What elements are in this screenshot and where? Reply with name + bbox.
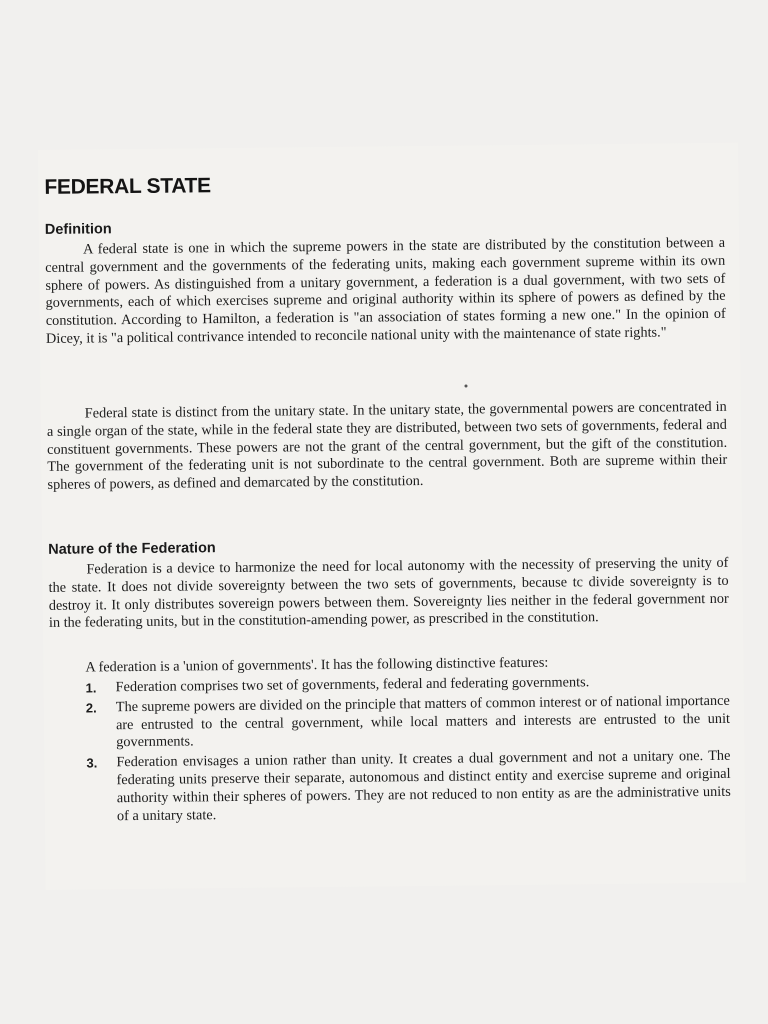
list-item-text: Federation comprises two set of governments, federal and federating governments. (115, 674, 590, 696)
section-heading-nature: Nature of the Federation (48, 540, 216, 558)
features-list (50, 673, 732, 828)
page-title: FEDERAL STATE (44, 174, 211, 199)
definition-paragraph-2: Federal state is distinct from the unitary state. In the unitary state, the governmental powers are concentrated in a single organ of the state, while in the federal state they are distributed, between two sets of governments, federal and constituent governments. These powers are not the grant of the central government, but the gift of the constitution. The government of the federating unit is not subordinate to the central government. Both are supreme within their spheres of powers, as defined and demarcated by the constitution. (46, 398, 728, 494)
print-speck (464, 385, 467, 388)
list-item-number: 3. (86, 755, 98, 771)
list-item-number: 2. (85, 700, 97, 716)
list-item (50, 693, 731, 754)
section-heading-definition: Definition (44, 221, 112, 238)
list-item (50, 748, 731, 826)
list-item-text: The supreme powers are divided on the principle that matters of common interest or of national importance are entrusted to the central government, while local matters and interests are entrusted to the unit governments. (115, 692, 731, 751)
nature-paragraph-2: A federation is a 'union of governments'. It has the following distinctive features: (85, 654, 549, 676)
definition-paragraph-1: A federal state is one in which the supreme powers in the state are distributed by the constitution between a central government and the governments of the federating units, making each government supreme within its own sphere of powers. As distinguished from a unitary government, a federation is a dual government, with two sets of governments, each of which exercises supreme and original authority within its sphere of powers as defined by the constitution. According to Hamilton, a federation is "an association of states forming a new one." In the opinion of Dicey, it is "a political contrivance intended to reconcile national unity with the maintenance of state rights." (45, 234, 726, 347)
book-page (38, 143, 746, 890)
list-item-number: 1. (85, 680, 97, 696)
list-item-text: Federation envisages a union rather than unity. It creates a dual government and not a unitary one. The federating units preserve their separate, autonomous and distinct entity and exercise supreme and original authority within their spheres of powers. They are not reduced to non entity as are the administrative units of a unitary state. (116, 747, 731, 824)
nature-paragraph-1: Federation is a device to harmonize the need for local autonomy with the necessity of preserving the unity of the state. It does not divide sovereignty between the two sets of governments, because tc divide sovereignty is to destroy it. It only distributes sovereign powers between them. Sovereignty lies neither in the federal government nor in the federating units, but in the constitution-amending power, as prescribed in the constitution. (48, 554, 729, 632)
